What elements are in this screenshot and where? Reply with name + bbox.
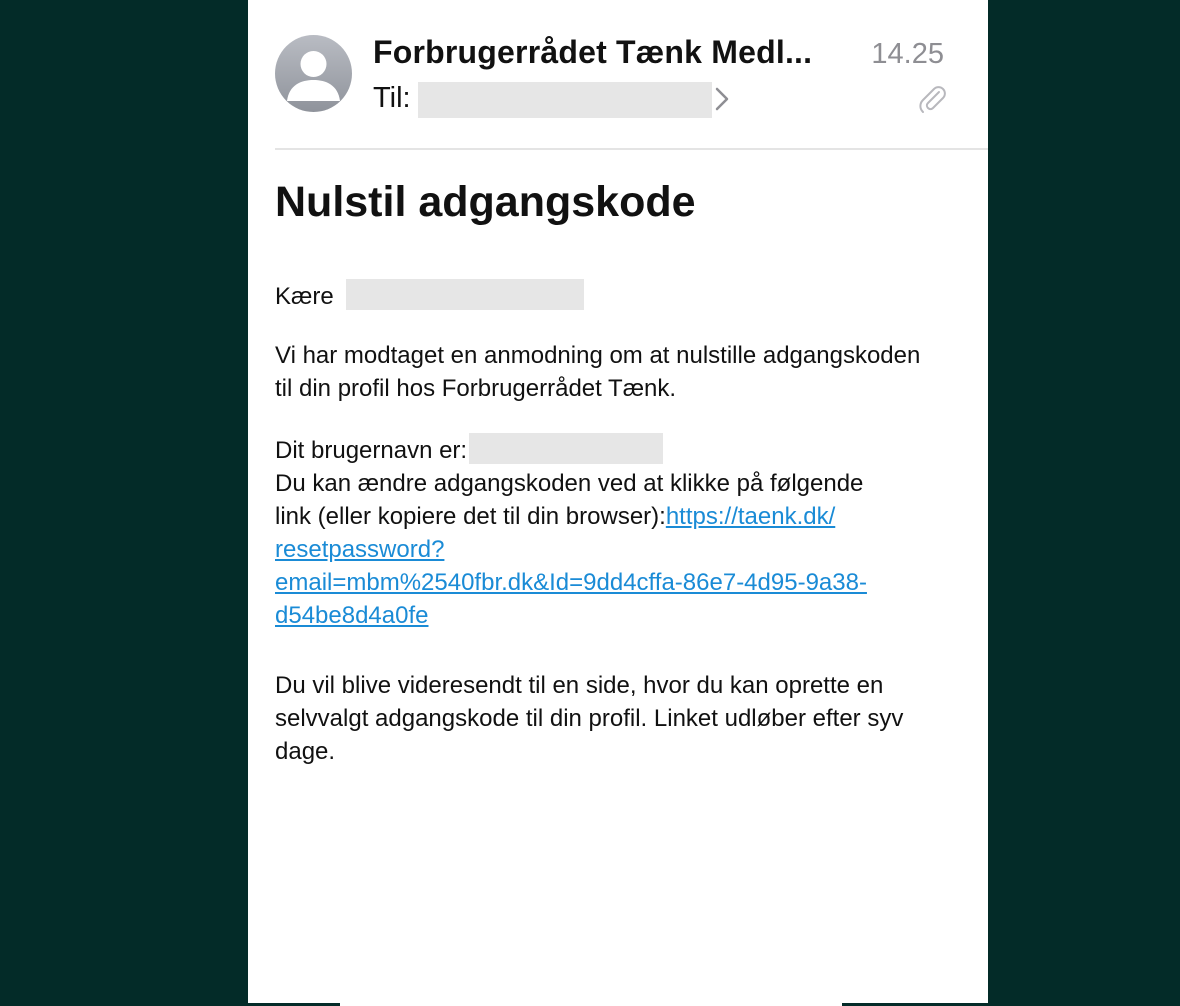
- username-redacted: [469, 433, 663, 464]
- email-subject: Nulstil adgangskode: [275, 178, 696, 226]
- intro-paragraph: Vi har modtaget en anmodning om at nulstille adgangskoden til din profil hos Forbrugerrådet Tænk.: [275, 342, 921, 402]
- paperclip-icon: [917, 84, 947, 119]
- person-icon: [275, 35, 352, 112]
- link-intro-line-1: Du kan ændre adgangskoden ved at klikke på følgende: [275, 470, 864, 497]
- credentials-paragraph: [275, 433, 975, 632]
- greeting-text: Kære: [275, 283, 334, 310]
- chevron-right-icon[interactable]: [714, 86, 730, 117]
- reset-password-link-part-3[interactable]: email=mbm%2540fbr.dk&Id=9dd4cffa-86e7-4d95-9a38-: [275, 569, 867, 596]
- closing-paragraph: Du vil blive videresendt til en side, hvor du kan oprette en selvvalgt adgangskode til din profil. Linket udløber efter syv dage.: [275, 672, 904, 765]
- recipient-label: Til:: [373, 82, 411, 114]
- reset-password-link-part-4[interactable]: d54be8d4a0fe: [275, 602, 429, 629]
- email-view: [248, 0, 988, 1006]
- received-time: 14.25: [871, 38, 944, 70]
- recipient-name-redacted: [346, 279, 584, 310]
- username-line: [275, 433, 975, 467]
- username-label: Dit brugernavn er:: [275, 437, 468, 464]
- greeting-line: [275, 279, 584, 313]
- reset-password-link-part-1[interactable]: https://taenk.dk/: [665, 503, 836, 530]
- sender-avatar[interactable]: [275, 35, 352, 112]
- recipient-redacted[interactable]: [418, 82, 712, 118]
- header-divider: [275, 148, 988, 150]
- link-intro-text: link (eller kopiere det til din browser):: [275, 503, 666, 530]
- sender-name[interactable]: Forbrugerrådet Tænk Medl...: [373, 34, 813, 70]
- link-intro-line-2: [275, 500, 975, 533]
- reset-password-link-part-2[interactable]: resetpassword?: [275, 536, 445, 563]
